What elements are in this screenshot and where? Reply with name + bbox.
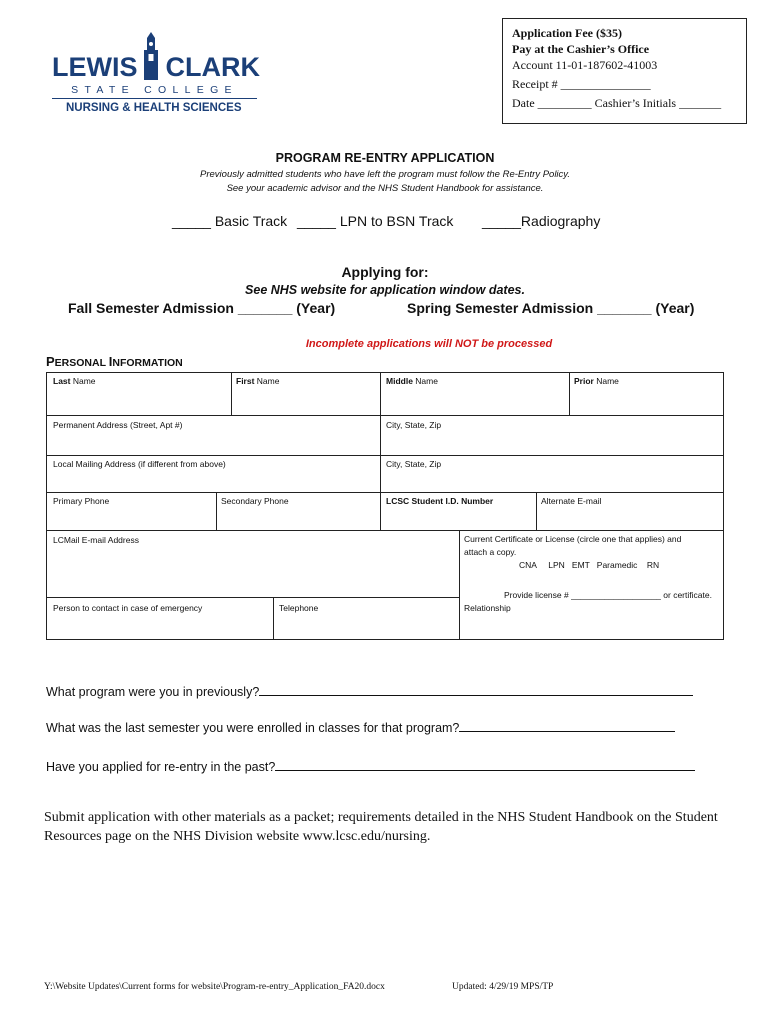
- college-logo: [52, 32, 267, 118]
- alternate-email-field[interactable]: Alternate E-mail: [541, 496, 602, 506]
- applying-heading: Applying for:: [341, 264, 429, 280]
- prior-name-label-bold: Prior: [574, 376, 594, 386]
- track-basic[interactable]: _____ Basic Track: [172, 213, 288, 229]
- advisor-note: See your academic advisor and the NHS Student Handbook for assistance.: [226, 183, 544, 194]
- section-personal-information: [46, 354, 183, 369]
- secondary-phone-field[interactable]: Secondary Phone: [221, 496, 289, 506]
- emergency-telephone-field[interactable]: Telephone: [279, 603, 319, 613]
- previous-program-answer-line[interactable]: [259, 682, 693, 696]
- last-semester-answer-line[interactable]: [459, 718, 675, 732]
- question-last-semester: [46, 718, 675, 735]
- personal-information-table: [46, 372, 724, 640]
- col-divider: [536, 492, 537, 530]
- fee-receipt: Receipt # _______________: [512, 77, 651, 91]
- last-name-field[interactable]: [53, 376, 96, 386]
- track-lpn-to-bsn[interactable]: _____ LPN to BSN Track: [297, 213, 454, 229]
- first-name-label: Name: [254, 376, 280, 386]
- emergency-contact-field[interactable]: Person to contact in case of emergency: [53, 603, 203, 613]
- logo-division-text: NURSING & HEALTH SCIENCES: [66, 102, 242, 114]
- col-divider: [459, 530, 460, 639]
- license-number-field[interactable]: Provide license # ___________________ or certificate.: [504, 590, 712, 600]
- track-radiography[interactable]: _____Radiography: [482, 213, 601, 229]
- fee-account: Account 11-01-187602-41003: [512, 58, 658, 72]
- question-applied-before: [46, 757, 695, 774]
- permanent-address-field[interactable]: Permanent Address (Street, Apt #): [53, 420, 183, 430]
- col-divider: [569, 373, 570, 415]
- fall-admission-field[interactable]: Fall Semester Admission _______ (Year): [68, 300, 336, 316]
- certificate-label-2: attach a copy.: [464, 547, 517, 557]
- logo-name-left: LEWIS: [52, 52, 138, 82]
- col-divider: [216, 492, 217, 530]
- middle-name-label-bold: Middle: [386, 376, 413, 386]
- page-title: PROGRAM RE-ENTRY APPLICATION: [275, 151, 495, 165]
- row-divider: [47, 415, 723, 416]
- fee-amount: Application Fee ($35): [512, 26, 622, 40]
- certificate-options[interactable]: CNA LPN EMT Paramedic RN: [519, 560, 660, 570]
- last-name-label: Name: [70, 376, 96, 386]
- row-divider: [47, 530, 723, 531]
- row-divider: [47, 492, 723, 493]
- fee-payment-location: Pay at the Cashier’s Office: [512, 42, 650, 56]
- first-name-field[interactable]: [236, 376, 279, 386]
- logo-college-text: STATE COLLEGE: [71, 84, 238, 96]
- application-window-note: See NHS website for application window dates.: [245, 283, 525, 297]
- incomplete-warning: Incomplete applications will NOT be processed: [305, 338, 553, 350]
- row-divider: [47, 455, 723, 456]
- prior-name-label: Name: [593, 376, 619, 386]
- permanent-city-state-zip-field[interactable]: City, State, Zip: [386, 420, 442, 430]
- lcmail-email-field[interactable]: LCMail E-mail Address: [53, 535, 139, 545]
- question-last-semester-label: What was the last semester you were enrolled in classes for that program?: [46, 721, 460, 735]
- middle-name-field[interactable]: [386, 376, 438, 386]
- prior-name-field[interactable]: [574, 376, 619, 386]
- primary-phone-field[interactable]: Primary Phone: [53, 496, 110, 506]
- first-name-label-bold: First: [236, 376, 255, 386]
- spring-admission-field[interactable]: Spring Semester Admission _______ (Year): [407, 300, 695, 316]
- local-address-field[interactable]: Local Mailing Address (if different from above): [53, 459, 226, 469]
- certificate-label-1: Current Certificate or License (circle one that applies) and: [464, 534, 682, 544]
- middle-name-label: Name: [412, 376, 438, 386]
- local-city-state-zip-field[interactable]: City, State, Zip: [386, 459, 442, 469]
- section-cap-p: P: [46, 354, 55, 369]
- col-divider: [231, 373, 232, 415]
- section-cap-i: I: [108, 354, 113, 369]
- student-id-field[interactable]: LCSC Student I.D. Number: [386, 496, 494, 506]
- question-previous-program: [46, 682, 693, 699]
- application-fee-box: [502, 18, 747, 124]
- applied-before-answer-line[interactable]: [275, 757, 695, 771]
- col-divider: [273, 597, 274, 639]
- last-name-label-bold: Last: [53, 376, 71, 386]
- row-divider: [47, 597, 459, 598]
- logo-divider: [52, 98, 257, 99]
- reentry-policy-note: Previously admitted students who have left the program must follow the Re-Entry Policy.: [200, 169, 570, 180]
- logo-name-right: CLARK: [165, 52, 260, 82]
- question-applied-before-label: Have you applied for re-entry in the past?: [46, 760, 276, 774]
- col-divider: [380, 373, 381, 530]
- relationship-field[interactable]: Relationship: [464, 603, 511, 613]
- submission-instructions: Submit application with other materials as a packet; requirements detailed in the NHS Student Handbook on the Student Resources page on the NHS Division website www.lcsc.edu/nursing.: [44, 810, 718, 844]
- fee-date-initials: Date _________ Cashier’s Initials _______: [512, 96, 722, 110]
- section-rest-2: NFORMATION: [112, 357, 183, 369]
- footer-updated: Updated: 4/29/19 MPS/TP: [452, 982, 554, 992]
- footer-file-path: Y:\Website Updates\Current forms for website\Program-re-entry_Application_FA20.docx: [44, 982, 385, 992]
- section-rest-1: ERSONAL: [54, 357, 109, 369]
- clock-tower-icon: [138, 32, 164, 82]
- question-previous-program-label: What program were you in previously?: [46, 685, 260, 699]
